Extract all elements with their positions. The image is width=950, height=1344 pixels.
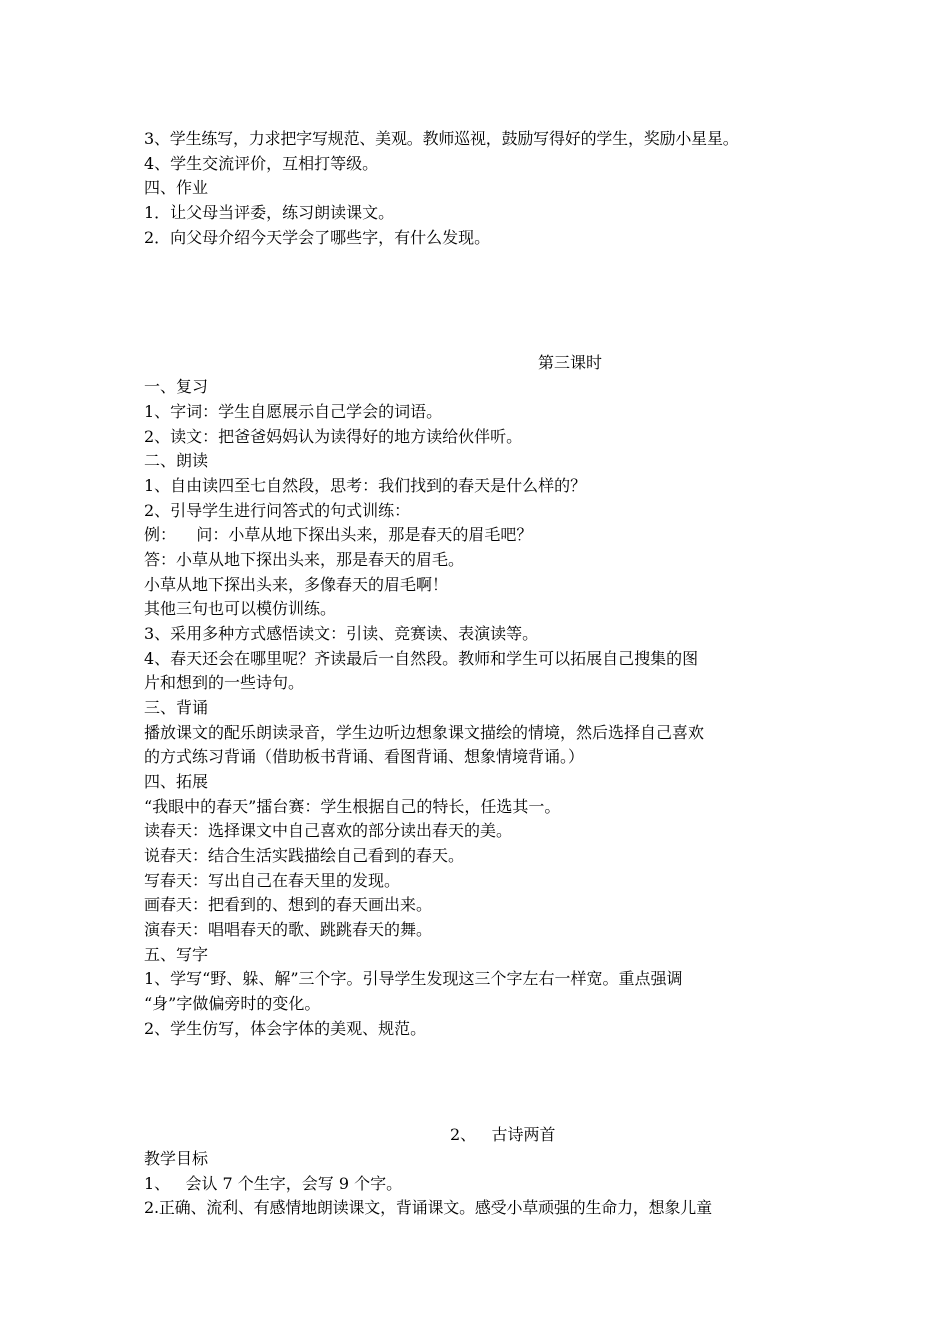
text-line: 4、春天还会在哪里呢？齐读最后一自然段。教师和学生可以拓展自己搜集的图 [144, 649, 699, 668]
lesson-title: 2、 古诗两首 [450, 1125, 556, 1144]
text-line: 答：小草从地下探出头来，那是春天的眉毛。 [144, 550, 465, 569]
text-line: 片和想到的一些诗句。 [144, 673, 305, 692]
text-line: 演春天：唱唱春天的歌、跳跳春天的舞。 [144, 920, 433, 939]
section-heading: 教学目标 [144, 1149, 209, 1168]
text-line: 3、学生练写，力求把字写规范、美观。教师巡视，鼓励写得好的学生，奖励小星星。 [144, 129, 739, 148]
text-line: 1、字词：学生自愿展示自己学会的词语。 [144, 402, 443, 421]
text-line: 2、学生仿写，体会字体的美观、规范。 [144, 1019, 427, 1038]
text-line: 1、自由读四至七自然段，思考：我们找到的春天是什么样的？ [144, 476, 587, 495]
section-heading: 三、背诵 [144, 698, 209, 717]
text-line: 1、 会认 7 个生字，会写 9 个字。 [144, 1174, 403, 1193]
text-line: 2、引导学生进行问答式的句式训练： [144, 501, 411, 520]
text-line: 播放课文的配乐朗读录音，学生边听边想象课文描绘的情境，然后选择自己喜欢 [144, 723, 705, 742]
text-line: 4、学生交流评价，互相打等级。 [144, 154, 379, 173]
section-heading: 五、写字 [144, 945, 209, 964]
text-line: 说春天：结合生活实践描绘自己看到的春天。 [144, 846, 465, 865]
text-line: “身”字做偏旁时的变化。 [144, 994, 321, 1013]
section-heading: 四、作业 [144, 178, 209, 197]
text-line: 小草从地下探出头来，多像春天的眉毛啊！ [144, 575, 449, 594]
text-line: 2、读文：把爸爸妈妈认为读得好的地方读给伙伴听。 [144, 427, 523, 446]
text-line: 3、采用多种方式感悟读文：引读、竞赛读、表演读等。 [144, 624, 539, 643]
text-line: 2．向父母介绍今天学会了哪些字，有什么发现。 [144, 228, 491, 247]
text-line: 2.正确、流利、有感情地朗读课文，背诵课文。感受小草顽强的生命力，想象儿童 [144, 1198, 712, 1217]
text-line: 写春天：写出自己在春天里的发现。 [144, 871, 401, 890]
text-line: 的方式练习背诵（借助板书背诵、看图背诵、想象情境背诵。） [144, 747, 585, 766]
text-line: 其他三句也可以模仿训练。 [144, 599, 337, 618]
text-line: 画春天：把看到的、想到的春天画出来。 [144, 895, 433, 914]
section-heading: 二、朗读 [144, 451, 209, 470]
text-line: 读春天：选择课文中自己喜欢的部分读出春天的美。 [144, 821, 513, 840]
text-line: 1、学写“野、躲、解”三个字。引导学生发现这三个字左右一样宽。重点强调 [144, 969, 683, 988]
text-line: 例： 问：小草从地下探出头来，那是春天的眉毛吧？ [144, 525, 533, 544]
text-line: 1．让父母当评委，练习朗读课文。 [144, 203, 395, 222]
text-line: “我眼中的春天”擂台赛：学生根据自己的特长，任选其一。 [144, 797, 561, 816]
section-heading: 一、复习 [144, 377, 209, 396]
lesson-title: 第三课时 [538, 353, 603, 372]
section-heading: 四、拓展 [144, 772, 209, 791]
